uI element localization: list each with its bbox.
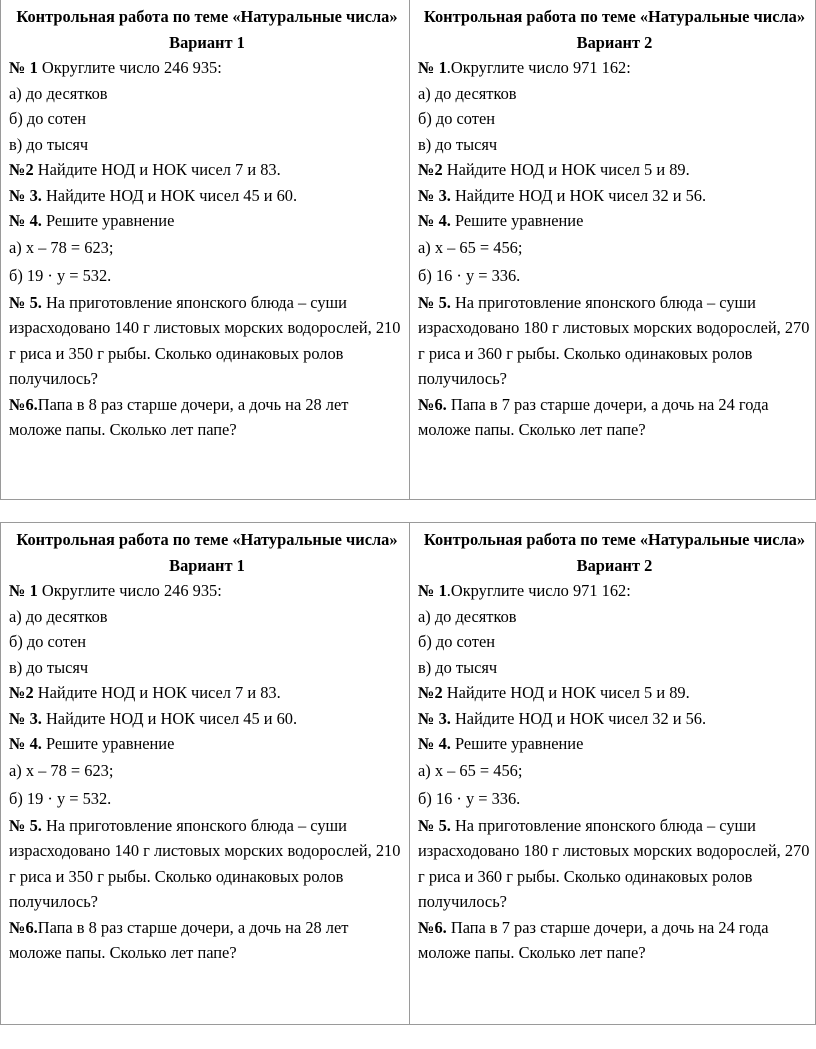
task-1 bbox=[9, 578, 405, 604]
task-text: Папа в 8 раз старше дочери, а дочь на 28 лет моложе папы. Сколько лет папе? bbox=[9, 917, 349, 962]
task-5 bbox=[418, 290, 811, 392]
worksheet-table-top bbox=[0, 0, 816, 500]
task-1 bbox=[9, 55, 405, 81]
task-text: Решите уравнение bbox=[41, 211, 175, 230]
test-title: Контрольная работа по теме «Натуральные числа» bbox=[16, 7, 398, 26]
task-6 bbox=[418, 392, 811, 443]
task-2 bbox=[418, 680, 811, 706]
test-title: Контрольная работа по теме «Натуральные числа» bbox=[16, 530, 398, 549]
task-text: Найдите НОД и НОК чисел 5 и 89. bbox=[442, 683, 690, 702]
task-6 bbox=[9, 915, 405, 966]
equation-a: а) x – 78 = 623; bbox=[9, 237, 114, 257]
variant-1-card bbox=[0, 0, 410, 500]
test-title: Контрольная работа по теме «Натуральные числа» bbox=[423, 530, 806, 549]
task-number: № 4. bbox=[418, 734, 451, 753]
task-text: На приготовление японского блюда – суши израсходовано 140 г листовых морских водорослей, 210 г риса и 350 г рыбы. Сколько одинаковых ролов получилось? bbox=[9, 292, 401, 388]
task-text: На приготовление японского блюда – суши израсходовано 180 г листовых морских водорослей, 270 г риса и 360 г рыбы. Сколько одинаковых ролов получилось? bbox=[418, 815, 810, 911]
task-text: Найдите НОД и НОК чисел 45 и 60. bbox=[41, 708, 298, 728]
task-1-option-b: б) до сотен bbox=[9, 632, 86, 651]
task-number: №6. bbox=[9, 917, 38, 937]
task-5 bbox=[418, 813, 811, 915]
task-text: Решите уравнение bbox=[450, 734, 584, 753]
variant-2-card bbox=[410, 522, 816, 1025]
task-number: №6. bbox=[418, 917, 447, 937]
task-1 bbox=[418, 55, 811, 81]
task-text: Папа в 8 раз старше дочери, а дочь на 28 лет моложе папы. Сколько лет папе? bbox=[9, 394, 349, 439]
task-4 bbox=[9, 731, 405, 757]
task-text: Решите уравнение bbox=[41, 734, 175, 753]
task-1-option-c: в) до тысяч bbox=[9, 657, 89, 677]
task-6 bbox=[418, 915, 811, 966]
test-title: Контрольная работа по теме «Натуральные числа» bbox=[423, 7, 806, 26]
task-text: Найдите НОД и НОК чисел 5 и 89. bbox=[442, 160, 690, 179]
task-1-option-c: в) до тысяч bbox=[418, 134, 498, 154]
task-text: Найдите НОД и НОК чисел 7 и 83. bbox=[33, 683, 281, 702]
task-number: № 1 bbox=[9, 581, 38, 600]
task-text: .Округлите число 971 162: bbox=[446, 581, 631, 600]
equation-a: а) x – 65 = 456; bbox=[418, 237, 523, 257]
task-number: № 5. bbox=[418, 815, 451, 835]
task-4 bbox=[418, 208, 811, 234]
task-1-option-b: б) до сотен bbox=[418, 632, 495, 651]
equation-a: а) x – 78 = 623; bbox=[9, 760, 114, 780]
task-number: №2 bbox=[418, 683, 443, 702]
task-number: № 5. bbox=[9, 815, 42, 835]
task-text: Найдите НОД и НОК чисел 7 и 83. bbox=[33, 160, 281, 179]
variant-label: Вариант 2 bbox=[576, 32, 653, 52]
task-text: .Округлите число 971 162: bbox=[446, 58, 631, 77]
task-number: № 5. bbox=[418, 292, 451, 312]
task-number: № 1 bbox=[418, 58, 447, 77]
task-number: №2 bbox=[9, 160, 34, 179]
task-text: На приготовление японского блюда – суши израсходовано 140 г листовых морских водорослей, 210 г риса и 350 г рыбы. Сколько одинаковых ролов получилось? bbox=[9, 815, 401, 911]
variant-label: Вариант 1 bbox=[169, 32, 245, 52]
task-text: Найдите НОД и НОК чисел 45 и 60. bbox=[41, 185, 298, 205]
task-text: Округлите число 246 935: bbox=[37, 58, 222, 77]
task-3 bbox=[418, 706, 811, 732]
task-2 bbox=[418, 157, 811, 183]
equation-b: б) 16 · y = 336. bbox=[418, 788, 521, 808]
task-1-option-a: а) до десятков bbox=[418, 83, 517, 103]
task-number: № 1 bbox=[9, 58, 38, 77]
task-number: № 3. bbox=[418, 185, 451, 205]
worksheet-table-bottom bbox=[0, 522, 816, 1025]
task-number: №2 bbox=[418, 160, 443, 179]
task-1-option-a: а) до десятков bbox=[418, 606, 517, 626]
task-1-option-c: в) до тысяч bbox=[9, 134, 89, 154]
task-number: № 5. bbox=[9, 292, 42, 312]
task-number: №2 bbox=[9, 683, 34, 702]
task-number: №6. bbox=[9, 394, 38, 414]
task-4 bbox=[9, 208, 405, 234]
task-1-option-a: а) до десятков bbox=[9, 83, 108, 103]
task-3 bbox=[9, 706, 405, 732]
variant-1-card bbox=[0, 522, 410, 1025]
task-text: Папа в 7 раз старше дочери, а дочь на 24 года моложе папы. Сколько лет папе? bbox=[418, 917, 769, 962]
task-5 bbox=[9, 813, 405, 915]
task-2 bbox=[9, 157, 405, 183]
task-number: № 3. bbox=[418, 708, 451, 728]
task-text: Найдите НОД и НОК чисел 32 и 56. bbox=[450, 185, 707, 205]
task-1-option-a: а) до десятков bbox=[9, 606, 108, 626]
task-1 bbox=[418, 578, 811, 604]
equation-b: б) 16 · y = 336. bbox=[418, 265, 521, 285]
equation-b: б) 19 · y = 532. bbox=[9, 788, 112, 808]
task-text: Округлите число 246 935: bbox=[37, 581, 222, 600]
task-3 bbox=[9, 183, 405, 209]
task-number: № 3. bbox=[9, 185, 42, 205]
task-number: № 3. bbox=[9, 708, 42, 728]
task-4 bbox=[418, 731, 811, 757]
variant-label: Вариант 2 bbox=[576, 555, 653, 575]
task-1-option-b: б) до сотен bbox=[9, 109, 86, 128]
task-1-option-c: в) до тысяч bbox=[418, 657, 498, 677]
task-number: № 4. bbox=[418, 211, 451, 230]
task-2 bbox=[9, 680, 405, 706]
task-6 bbox=[9, 392, 405, 443]
variant-label: Вариант 1 bbox=[169, 555, 245, 575]
task-3 bbox=[418, 183, 811, 209]
task-text: На приготовление японского блюда – суши израсходовано 180 г листовых морских водорослей, 270 г риса и 360 г рыбы. Сколько одинаковых ролов получилось? bbox=[418, 292, 810, 388]
task-1-option-b: б) до сотен bbox=[418, 109, 495, 128]
task-number: № 4. bbox=[9, 734, 42, 753]
task-number: №6. bbox=[418, 394, 447, 414]
task-5 bbox=[9, 290, 405, 392]
equation-b: б) 19 · y = 532. bbox=[9, 265, 112, 285]
equation-a: а) x – 65 = 456; bbox=[418, 760, 523, 780]
task-text: Папа в 7 раз старше дочери, а дочь на 24 года моложе папы. Сколько лет папе? bbox=[418, 394, 769, 439]
task-text: Найдите НОД и НОК чисел 32 и 56. bbox=[450, 708, 707, 728]
variant-2-card bbox=[410, 0, 816, 500]
task-number: № 1 bbox=[418, 581, 447, 600]
task-number: № 4. bbox=[9, 211, 42, 230]
task-text: Решите уравнение bbox=[450, 211, 584, 230]
